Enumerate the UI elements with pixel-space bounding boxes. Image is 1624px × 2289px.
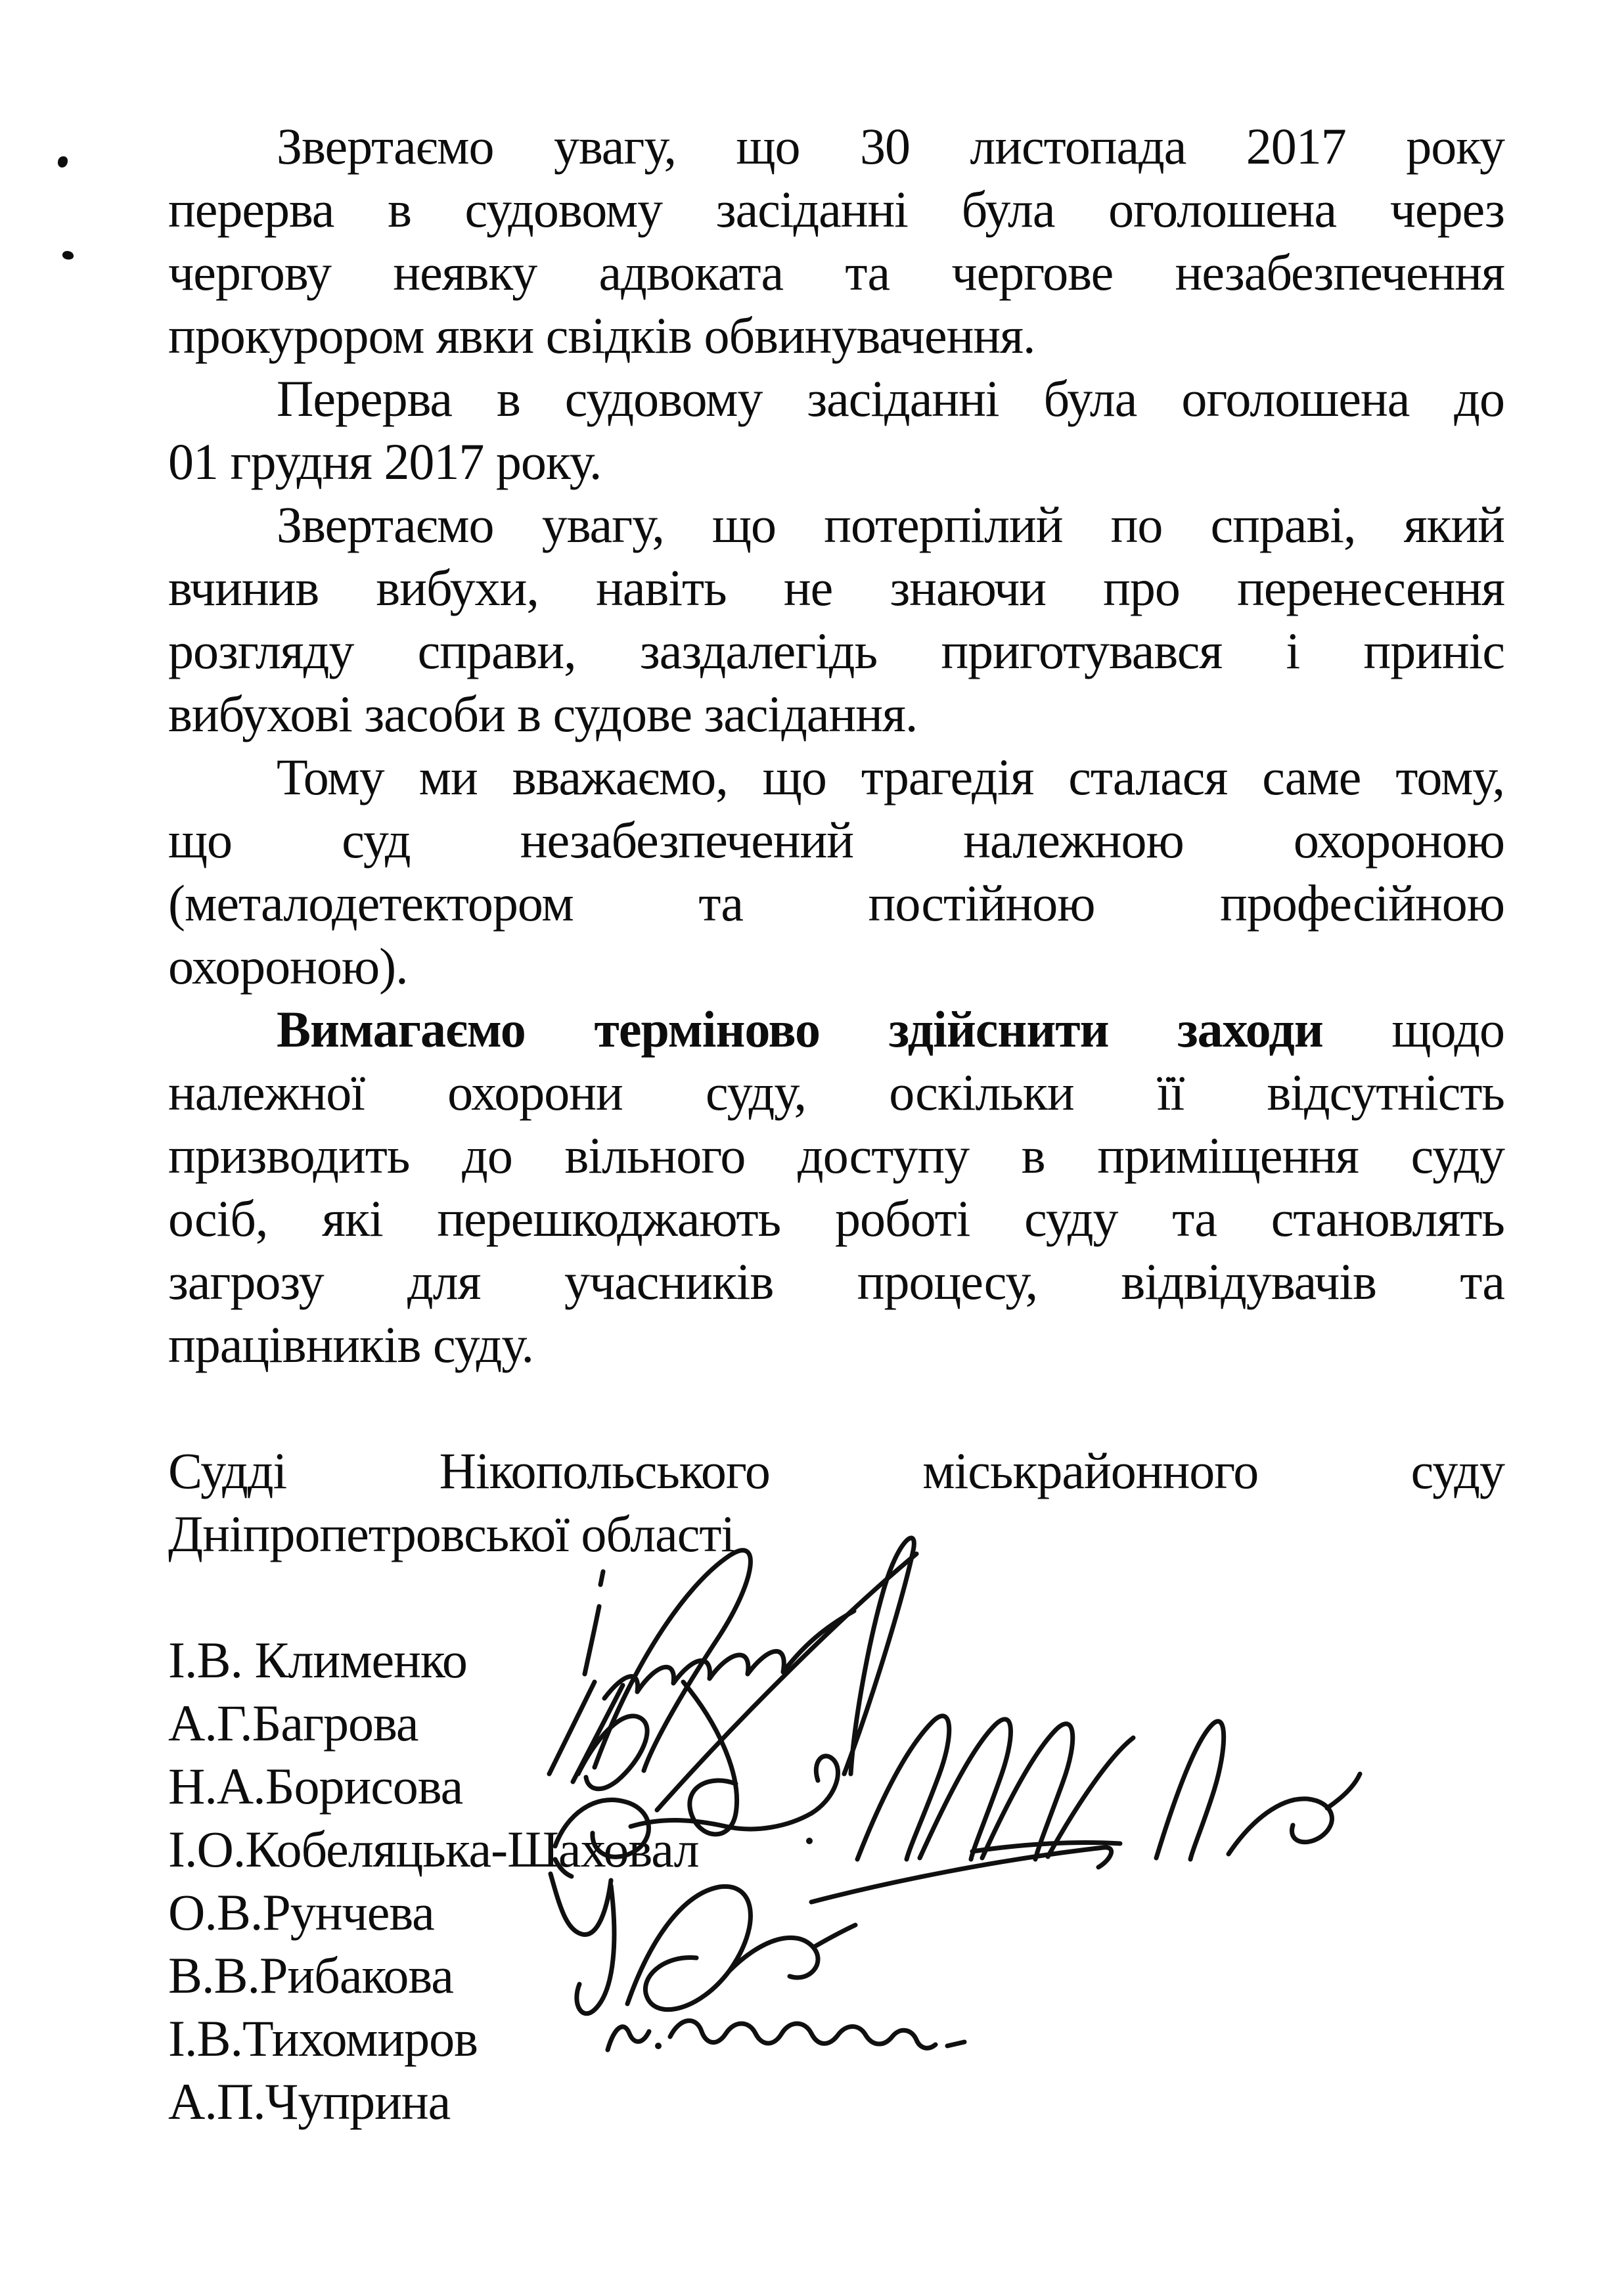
signature-runcheva xyxy=(551,1859,614,2014)
demand-bold-text: Вимагаємо терміново здійснити заходи xyxy=(277,1001,1323,1058)
text-line: належної охорони суду, оскільки її відсутність xyxy=(168,1064,1504,1121)
text-line: чергову неявку адвоката та чергове незабезпечення xyxy=(168,244,1504,301)
signature-kobeliatska-shakhoval xyxy=(806,1716,1360,1902)
text-line: Тому ми вважаємо, що трагедія сталася саме тому, xyxy=(277,748,1504,805)
text-line: Перерва в судовому засіданні була оголошена до xyxy=(277,370,1504,427)
text-line: вибухові засоби в судове засідання. xyxy=(168,685,918,742)
signatory-name: В.В.Рибакова xyxy=(168,1947,453,2004)
text-line: що суд незабезпечений належною охороною xyxy=(168,811,1504,869)
text-line: охороною). xyxy=(168,938,408,995)
closing-line: Дніпропетровської області xyxy=(168,1505,735,1562)
text-line: (металодетектором та постійною професійною xyxy=(168,874,1504,932)
text-line: 01 грудня 2017 року. xyxy=(168,433,602,490)
text-line: прокурором явки свідків обвинувачення. xyxy=(168,307,1035,364)
signatory-name: І.В.Тихомиров xyxy=(168,2010,478,2067)
text-line: вчинив вибухи, навіть не знаючи про перенесення xyxy=(168,559,1504,616)
signature-tykhomyrov xyxy=(608,2021,964,2050)
signatory-name: А.П.Чуприна xyxy=(168,2073,451,2130)
text-line: працівників суду. xyxy=(168,1316,534,1373)
text-line: Звертаємо увагу, що потерпілий по справі, який xyxy=(277,496,1504,553)
signatory-name: А.Г.Багрова xyxy=(168,1694,418,1752)
closing-line: Судді Нікопольського міськрайонного суду xyxy=(168,1442,1504,1499)
text-line: призводить до вільного доступу в приміщення суду xyxy=(168,1127,1504,1184)
signature-rybakova xyxy=(627,1886,855,2009)
text-line: розгляду справи, заздалегідь приготувався і приніс xyxy=(168,622,1504,679)
text-line: загрозу для учасників процесу, відвідувачів та xyxy=(168,1253,1504,1310)
signatory-name: І.В. Клименко xyxy=(168,1631,467,1688)
signature-klymenko xyxy=(585,1538,914,1774)
signatory-name: І.О.Кобеляцька-Шаховал xyxy=(168,1821,699,1878)
text-line: осіб, які перешкоджають роботі суду та становлять xyxy=(168,1190,1504,1247)
demand-rest-text: щодо xyxy=(1391,1001,1505,1058)
text-line: Звертаємо увагу, що 30 листопада 2017 року xyxy=(277,118,1504,175)
text-line: перерва в судовому засіданні була оголошена через xyxy=(168,181,1504,238)
signatory-name: О.В.Рунчева xyxy=(168,1884,434,1941)
signatory-name: Н.А.Борисова xyxy=(168,1757,463,1815)
